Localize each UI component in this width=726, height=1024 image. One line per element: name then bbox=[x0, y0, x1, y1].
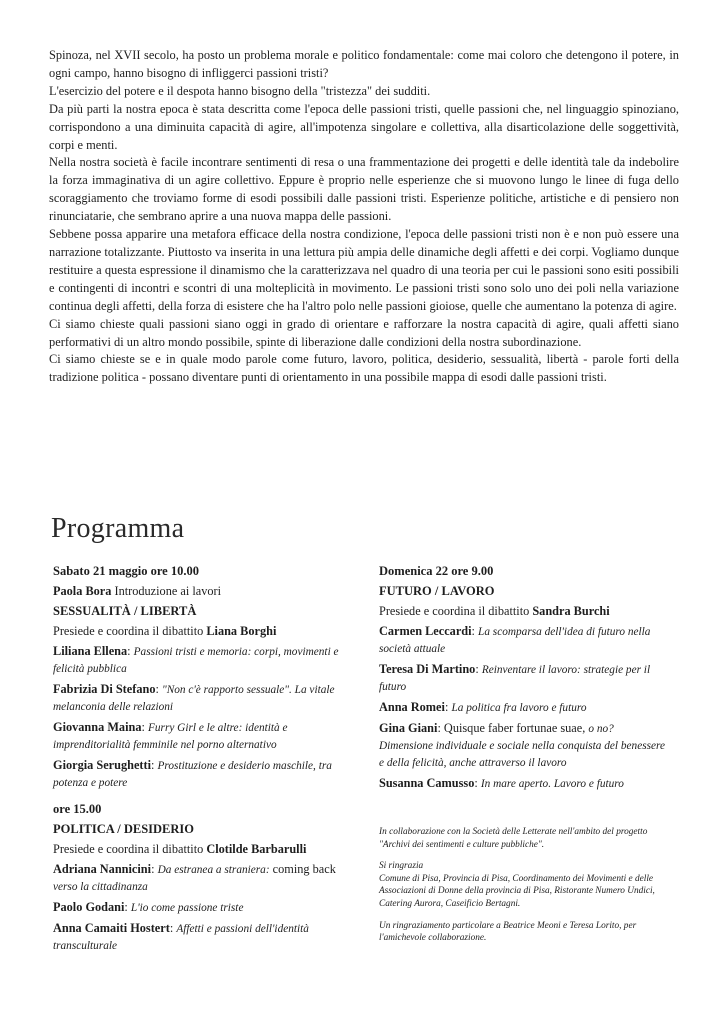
talk-title: Passioni tristi e memoria: corpi, movimenti e felicità pubblica bbox=[53, 646, 339, 675]
talk-item: Carmen Leccardi: La scomparsa dell'idea di futuro nella società attuale bbox=[379, 624, 651, 655]
sunday-column bbox=[379, 563, 669, 796]
talk-title: L'io come passione triste bbox=[130, 902, 244, 914]
collaboration-note: In collaborazione con la Società delle Letterate nell'ambito del progetto "Archivi dei sentimenti e culture pubbliche". bbox=[379, 827, 648, 850]
talk-title-tail: verso la cittadinanza bbox=[53, 881, 148, 893]
intro-paragraph: L'esercizio del potere e il despota hanno bisogno della "tristezza" dei sudditi. bbox=[49, 83, 431, 98]
talk-title-plain: coming back bbox=[269, 862, 336, 876]
chair-name: Clotilde Barbarulli bbox=[206, 842, 307, 856]
talk-item: Anna Romei: La politica fra lavoro e futuro bbox=[379, 700, 587, 714]
programma-title: Programma bbox=[51, 513, 185, 544]
talk-title: Reinventare il lavoro: strategie per il futuro bbox=[379, 664, 651, 693]
talk-item: Anna Camaiti Hostert: Affetti e passioni dell'identità transculturale bbox=[53, 921, 309, 952]
speaker-name: Liliana Ellena bbox=[53, 644, 128, 658]
talk-item: Fabrizia Di Stefano: "Non c'è rapporto sessuale". La vitale melanconia delle relazioni bbox=[53, 682, 335, 713]
thanks-list: Comune di Pisa, Provincia di Pisa, Coordinamento dei Movimenti e delle Associazioni di Donne della provincia di Pisa, Ristorante Numero Undici, Catering Aurora, Caseificio Bertagni. bbox=[379, 873, 655, 909]
intro-paragraph: Spinoza, nel XVII secolo, ha posto un problema morale e politico fondamentale: come mai coloro che detengono il potere, in ogni campo, hanno bisogno di infliggerci passioni tristi? bbox=[49, 48, 679, 80]
talk-item: Teresa Di Martino: Reinventare il lavoro: strategie per il futuro bbox=[379, 662, 651, 693]
intro-speaker: Paola Bora bbox=[53, 584, 112, 598]
intro-paragraph: Ci siamo chieste quali passioni siano oggi in grado di orientare e rafforzare la nostra capacità di agire, quali affetti siano performativi di un altro mondo possibile, spinte di liberazione dalle condizioni della nostra subordinazione. bbox=[49, 316, 679, 349]
opening-line bbox=[53, 583, 343, 599]
special-thanks-note: Un ringraziamento particolare a Beatrice Meoni e Teresa Lorito, per l'amichevole collaborazione. bbox=[379, 920, 637, 944]
speaker-name: Giovanna Maina bbox=[53, 720, 142, 734]
intro-paragraph: Nella nostra società è facile incontrare sentimenti di resa o una frammentazione dei progetti e delle identità tale da indebolire la forza immaginativa di un agire collettivo. Eppure è proprio nelle esperienze che si muovono lungo le linee di fuga dello scoraggiamento che troviamo forme di esodi possibili dalle passioni tristi. Esperienze politiche, artistiche e di pensiero non rinunciatarie, che sembrano aprire a una nuova mappa delle passioni. bbox=[49, 155, 679, 224]
session-title: POLITICA / DESIDERIO bbox=[53, 822, 195, 836]
thanks-heading: Si ringrazia bbox=[379, 861, 424, 872]
intro-text bbox=[49, 47, 679, 387]
saturday-date: Sabato 21 maggio ore 10.00 bbox=[53, 564, 199, 578]
talk-title: "Non c'è rapporto sessuale". La vitale melanconia delle relazioni bbox=[53, 684, 335, 713]
chair-line bbox=[379, 603, 669, 619]
talk-title: In mare aperto. Lavoro e futuro bbox=[480, 778, 624, 790]
afternoon-time: ore 15.00 bbox=[53, 802, 102, 816]
chair-line bbox=[53, 841, 343, 857]
chair-name: Liana Borghi bbox=[206, 624, 277, 638]
speaker-name: Anna Romei bbox=[379, 700, 445, 714]
talk-item: Gina Giani: Quisque faber fortunae suae, o no? Dimensione individuale e sociale nella conquista del benessere e della felicità, anche attraverso il lavoro bbox=[379, 721, 666, 769]
thanks-note bbox=[379, 860, 679, 910]
talk-title-plain: Quisque faber fortunae suae, bbox=[440, 721, 589, 735]
talk-title: La scomparsa dell'idea di futuro nella società attuale bbox=[379, 626, 651, 655]
talk-item: Liliana Ellena: Passioni tristi e memoria: corpi, movimenti e felicità pubblica bbox=[53, 644, 339, 675]
speaker-name: Fabrizia Di Stefano bbox=[53, 682, 156, 696]
intro-paragraph: Da più parti la nostra epoca è stata descritta come l'epoca delle passioni tristi, quelle passioni che, nel linguaggio spinoziano, corrispondono a una diminuita capacità di agire, all'impotenza singolare e collettiva, alla disarticolazione delle soggettività, corpi e menti. bbox=[49, 101, 679, 152]
talk-item: Susanna Camusso: In mare aperto. Lavoro e futuro bbox=[379, 776, 624, 790]
talk-title: La politica fra lavoro e futuro bbox=[451, 702, 587, 714]
talk-title: Furry Girl e le altre: identità e imprenditorialità femminile nel porno alternativo bbox=[53, 722, 288, 751]
speaker-name: Gina Giani bbox=[379, 721, 438, 735]
speaker-name: Giorgia Serughetti bbox=[53, 758, 152, 772]
session-title: FUTURO / LAVORO bbox=[379, 584, 495, 598]
talk-title: Da estranea a straniera: bbox=[157, 864, 270, 876]
talk-item: Paolo Godani: L'io come passione triste bbox=[53, 900, 244, 914]
chair-label: Presiede e coordina il dibattito bbox=[379, 604, 533, 618]
sunday-date: Domenica 22 ore 9.00 bbox=[379, 564, 494, 578]
speaker-name: Teresa Di Martino bbox=[379, 662, 476, 676]
talk-item: Adriana Nannicini: Da estranea a straniera: coming back verso la cittadinanza bbox=[53, 862, 336, 893]
intro-paragraph: Sebbene possa apparire una metafora efficace della nostra condizione, l'epoca delle passioni tristi non è e non può essere una narrazione totalizzante. Piuttosto va inserita in una lettura più ampia delle dinamiche degli affetti e dei corpi. Vogliamo dunque restituire a questa espressione il dinamismo che la caratterizzava nel quadro di una teoria per cui le passioni sono esiti possibili e contingenti di incontri e scontri di una molteplicità in movimento. Le passioni tristi sono solo uno dei poli nella variazione continua degli affetti, della forza di esistere che ha l'altro polo nelle passioni gioiose, quelle che aumentano la potenza di agire. bbox=[49, 227, 679, 313]
talk-title: Prostituzione e desiderio maschile, tra potenza e potere bbox=[53, 760, 332, 789]
talk-title: Affetti e passioni dell'identità transculturale bbox=[53, 923, 309, 952]
intro-paragraph: Ci siamo chieste se e in quale modo parole come futuro, lavoro, politica, desiderio, sessualità, libertà - parole forti della tradizione politica - possano diventare punti di orientamento in una possibile mappa di esodi dalle passioni tristi. bbox=[49, 352, 679, 385]
chair-name: Sandra Burchi bbox=[532, 604, 610, 618]
speaker-name: Paolo Godani bbox=[53, 900, 125, 914]
saturday-column bbox=[53, 563, 343, 958]
talk-item: Giorgia Serughetti: Prostituzione e desiderio maschile, tra potenza e potere bbox=[53, 758, 332, 789]
speaker-name: Adriana Nannicini bbox=[53, 862, 152, 876]
talk-item: Giovanna Maina: Furry Girl e le altre: identità e imprenditorialità femminile nel porno alternativo bbox=[53, 720, 288, 751]
speaker-name: Susanna Camusso bbox=[379, 776, 475, 790]
talk-title: o no? Dimensione individuale e sociale nella conquista del benessere e della felicità, anche attraverso il lavoro bbox=[379, 723, 666, 769]
speaker-name: Anna Camaiti Hostert bbox=[53, 921, 170, 935]
session-title: SESSUALITÀ / LIBERTÀ bbox=[53, 604, 197, 618]
intro-label: Introduzione ai lavori bbox=[111, 584, 222, 598]
chair-line bbox=[53, 623, 343, 639]
speaker-name: Carmen Leccardi bbox=[379, 624, 472, 638]
chair-label: Presiede e coordina il dibattito bbox=[53, 624, 207, 638]
chair-label: Presiede e coordina il dibattito bbox=[53, 842, 207, 856]
acknowledgements bbox=[379, 826, 679, 954]
